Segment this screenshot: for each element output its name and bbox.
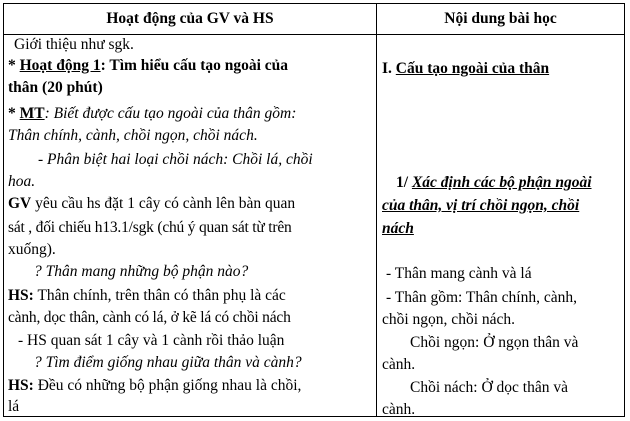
student-text-2: Đều có những bộ phận giống nhau là chồi, [33,377,302,394]
teacher-instruction-3: xuống). [8,241,56,258]
activity-title: Hoạt động 1 [19,57,101,74]
activity-title-rest: : Tìm hiểu cấu tạo ngoài của [100,57,289,74]
student-label-2: HS: [8,377,34,394]
objective-text-4: hoa. [8,173,36,190]
content-point-4a: Chồi nách: Ở dọc thân và [410,379,568,396]
question-2: ? Tìm điểm giống nhau giữa thân và cành? [34,354,302,371]
header-activities: Hoạt động của GV và HS [106,10,274,27]
section-title: Cấu tạo ngoài của thân [395,60,550,77]
activity-heading-line2: thân (20 phút) [8,79,103,96]
header-content: Nội dung bài học [444,10,557,27]
content-point-3a: Chồi ngọn: Ở ngọn thân và [410,334,579,351]
subsection-heading [396,173,592,193]
objective-colon: : [44,105,54,122]
objective-text-1: Biết được cấu tạo ngoài của thân gồm: [53,105,297,122]
content-point-4b: cành. [382,401,416,418]
subsection-title-2: của thân, vị trí chồi ngọn, chồi [382,197,580,214]
subsection-title-1: Xác định các bộ phận ngoài [411,174,592,191]
column-divider [376,4,377,416]
student-answer-1b: cành, dọc thân, cành có lá, ở kẽ lá có chồi nách [8,309,291,326]
teacher-text-1: yêu cầu hs đặt 1 cây có cành lên bàn quan [31,195,296,212]
student-observe: - HS quan sát 1 cây và 1 cành rồi thảo luận [18,332,285,349]
section-heading [382,59,549,79]
table-header-row [4,4,624,35]
teacher-label: GV [8,195,32,212]
subsection-title-3: nách [382,220,414,237]
subsection-number: 1/ [396,174,412,191]
teacher-instruction-1 [8,194,295,214]
objective-text-2: Thân chính, cành, chồi ngọn, chồi nách. [8,127,258,144]
lesson-table [3,3,625,417]
intro-text: Giới thiệu như sgk. [14,36,134,53]
content-point-1: - Thân mang cành và lá [386,265,532,282]
activity-star: * [8,57,20,74]
content-point-3b: cành. [382,356,416,373]
teacher-instruction-2: sát , đối chiếu h13.1/sgk (chú ý quan sát từ trên [8,219,292,236]
student-text-1: Thân chính, trên thân có thân phụ là các [33,287,286,304]
content-point-2b: chồi ngọn, chồi nách. [382,311,516,328]
student-answer-2 [8,376,301,396]
student-label-1: HS: [8,287,34,304]
objective-star: * [8,105,20,122]
content-point-2a: - Thân gồm: Thân chính, cành, [386,289,577,306]
activity-heading [8,56,288,76]
question-1: ? Thân mang những bộ phận nào? [34,263,249,280]
section-number: I. [382,60,396,77]
objective-text-3: - Phân biệt hai loại chồi nách: Chồi lá, chồi [38,151,313,168]
student-answer-2b: lá [8,398,20,415]
student-answer-1 [8,286,286,306]
objective-label: MT [19,105,45,122]
objective-line1 [8,104,296,124]
